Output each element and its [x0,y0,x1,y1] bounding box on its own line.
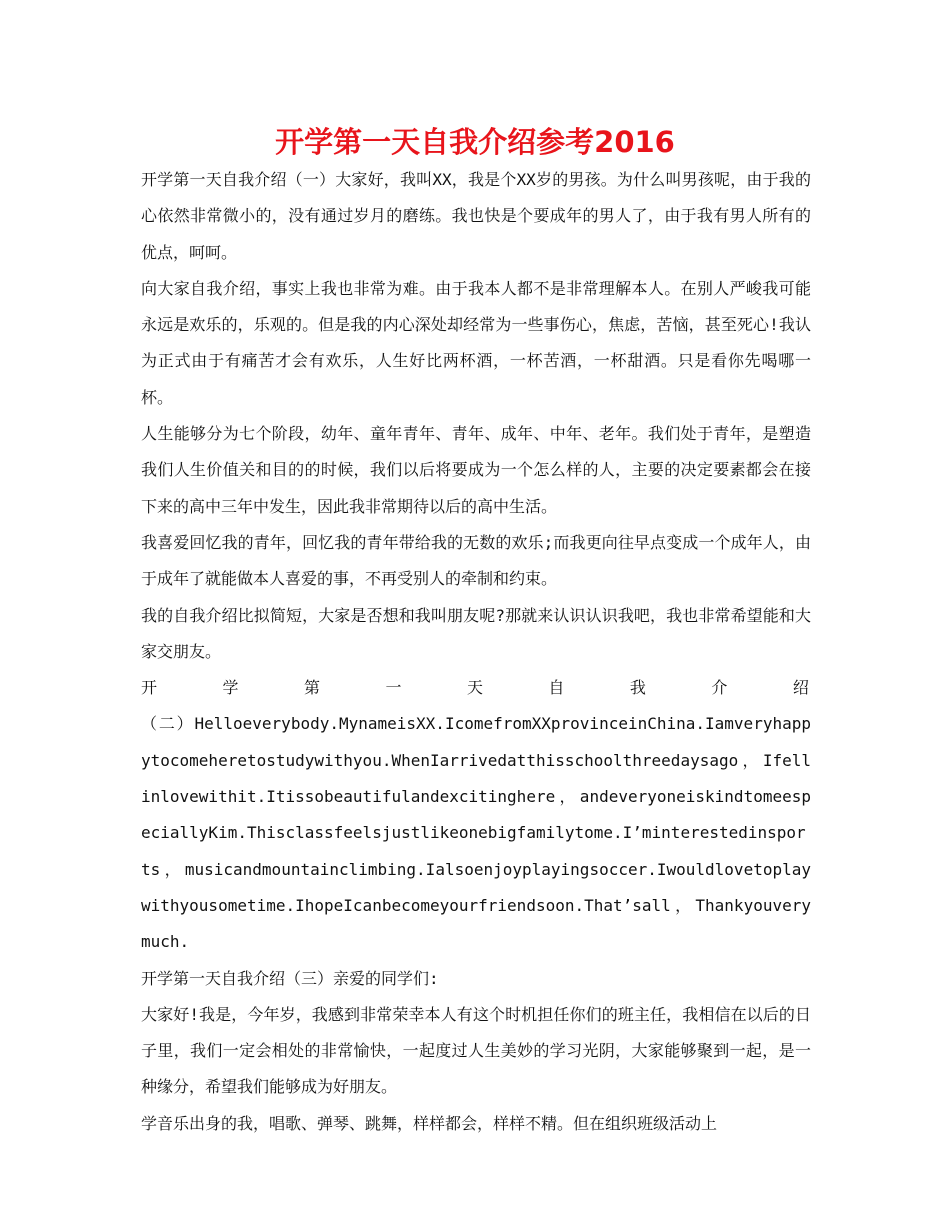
spread-heading-char: 介 [711,678,728,698]
spread-heading-char: 自 [548,678,565,698]
document-title: 开学第一天自我介绍参考2016 [275,125,675,159]
paragraph-intro-one: 开学第一天自我介绍（一）大家好，我叫XX，我是个XX岁的男孩。为什么叫男孩呢，由于我的心依然非常微小的，没有通过岁月的磨练。我也快是个要成年的男人了，由于我有男人所有的优点，呵呵。 [141,170,811,262]
paragraph: 我喜爱回忆我的青年，回忆我的青年带给我的无数的欢乐;而我更向往早点变成一个成年人，由于成年了就能做本人喜爱的事，不再受别人的牵制和约束。 [141,532,811,589]
spread-heading-char: 第 [303,678,320,698]
paragraph-english: （二）Helloeverybody.MynameisXX.IcomefromXXprovinceinChina.Iamveryhappytocomeheretostudywithyou.WhenIarrivedatthisschoolthreedaysago，Ifellinlovewithit.Itissobeautifulandexcitinghere，andeveryoneiskindtomeespeciallyKim.Thisclassfeelsjustlikeonebigfamilytome.I’minterestedinsports，musicandmountainclimbing.Ialsoenjoyplayingsoccer.Iwouldlovetoplaywithyousometime.IhopeIcanbecomeyourfriendsoon.That’sall，Thankyouverymuch. [141,714,811,952]
paragraph: 学音乐出身的我，唱歌、弹琴、跳舞，样样都会，样样不精。但在组织班级活动上 [141,1113,718,1133]
spread-heading-intro-two [141,670,811,706]
document-body [141,162,811,1142]
paragraph-intro-three-heading: 开学第一天自我介绍（三）亲爱的同学们: [141,968,439,988]
paragraph: 我的自我介绍比拟简短，大家是否想和我叫朋友呢?那就来认识认识我吧，我也非常希望能和大家交朋友。 [141,605,811,661]
spread-heading-char: 学 [222,678,239,698]
paragraph: 人生能够分为七个阶段，幼年、童年青年、青年、成年、中年、老年。我们处于青年，是塑造我们人生价值关和目的的时候，我们以后将要成为一个怎么样的人，主要的决定要素都会在接下来的高中三年中发生，因此我非常期待以后的高中生活。 [141,424,811,516]
paragraph: 大家好!我是，今年岁，我感到非常荣幸本人有这个时机担任你们的班主任，我相信在以后的日子里，我们一定会相处的非常愉快，一起度过人生美妙的学习光阴，大家能够聚到一起，是一种缘分，希望我们能够成为好朋友。 [141,1004,811,1097]
spread-heading-char: 天 [466,678,483,698]
spread-heading-char: 我 [629,678,646,698]
spread-heading-char: 绍 [792,678,809,698]
spread-heading-char: 一 [385,678,402,698]
paragraph: 向大家自我介绍，事实上我也非常为难。由于我本人都不是非常理解本人。在别人严峻我可能永远是欢乐的，乐观的。但是我的内心深处却经常为一些事伤心，焦虑，苦恼，甚至死心!我认为正式由于有痛苦才会有欢乐，人生好比两杯酒，一杯苦酒，一杯甜酒。只是看你先喝哪一杯。 [141,278,811,407]
spread-heading-char: 开 [141,678,158,698]
